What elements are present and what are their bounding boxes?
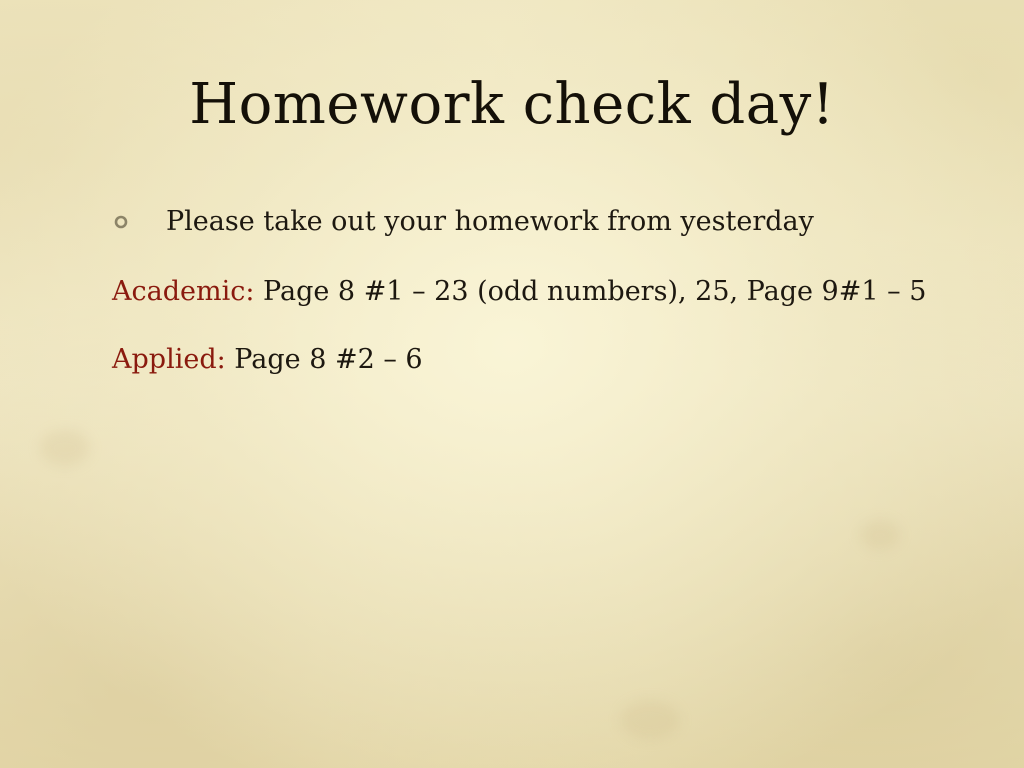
paper-stain (860, 520, 900, 550)
academic-text: Page 8 #1 – 23 (odd numbers), 25, Page 9#1 – 5 (263, 276, 927, 307)
paper-stain (40, 430, 90, 466)
applied-text: Page 8 #2 – 6 (234, 344, 423, 375)
applied-line (112, 338, 972, 382)
academic-line (112, 270, 972, 314)
slide-title: Homework check day! (189, 72, 835, 137)
slide-body (112, 200, 972, 382)
bullet-text: Please take out your homework from yesterday (166, 206, 814, 237)
applied-label: Applied: (112, 344, 226, 375)
academic-label: Academic: (112, 276, 255, 307)
paper-stain (620, 700, 680, 740)
bullet-item (112, 200, 972, 244)
hollow-circle-bullet-icon (114, 215, 128, 229)
